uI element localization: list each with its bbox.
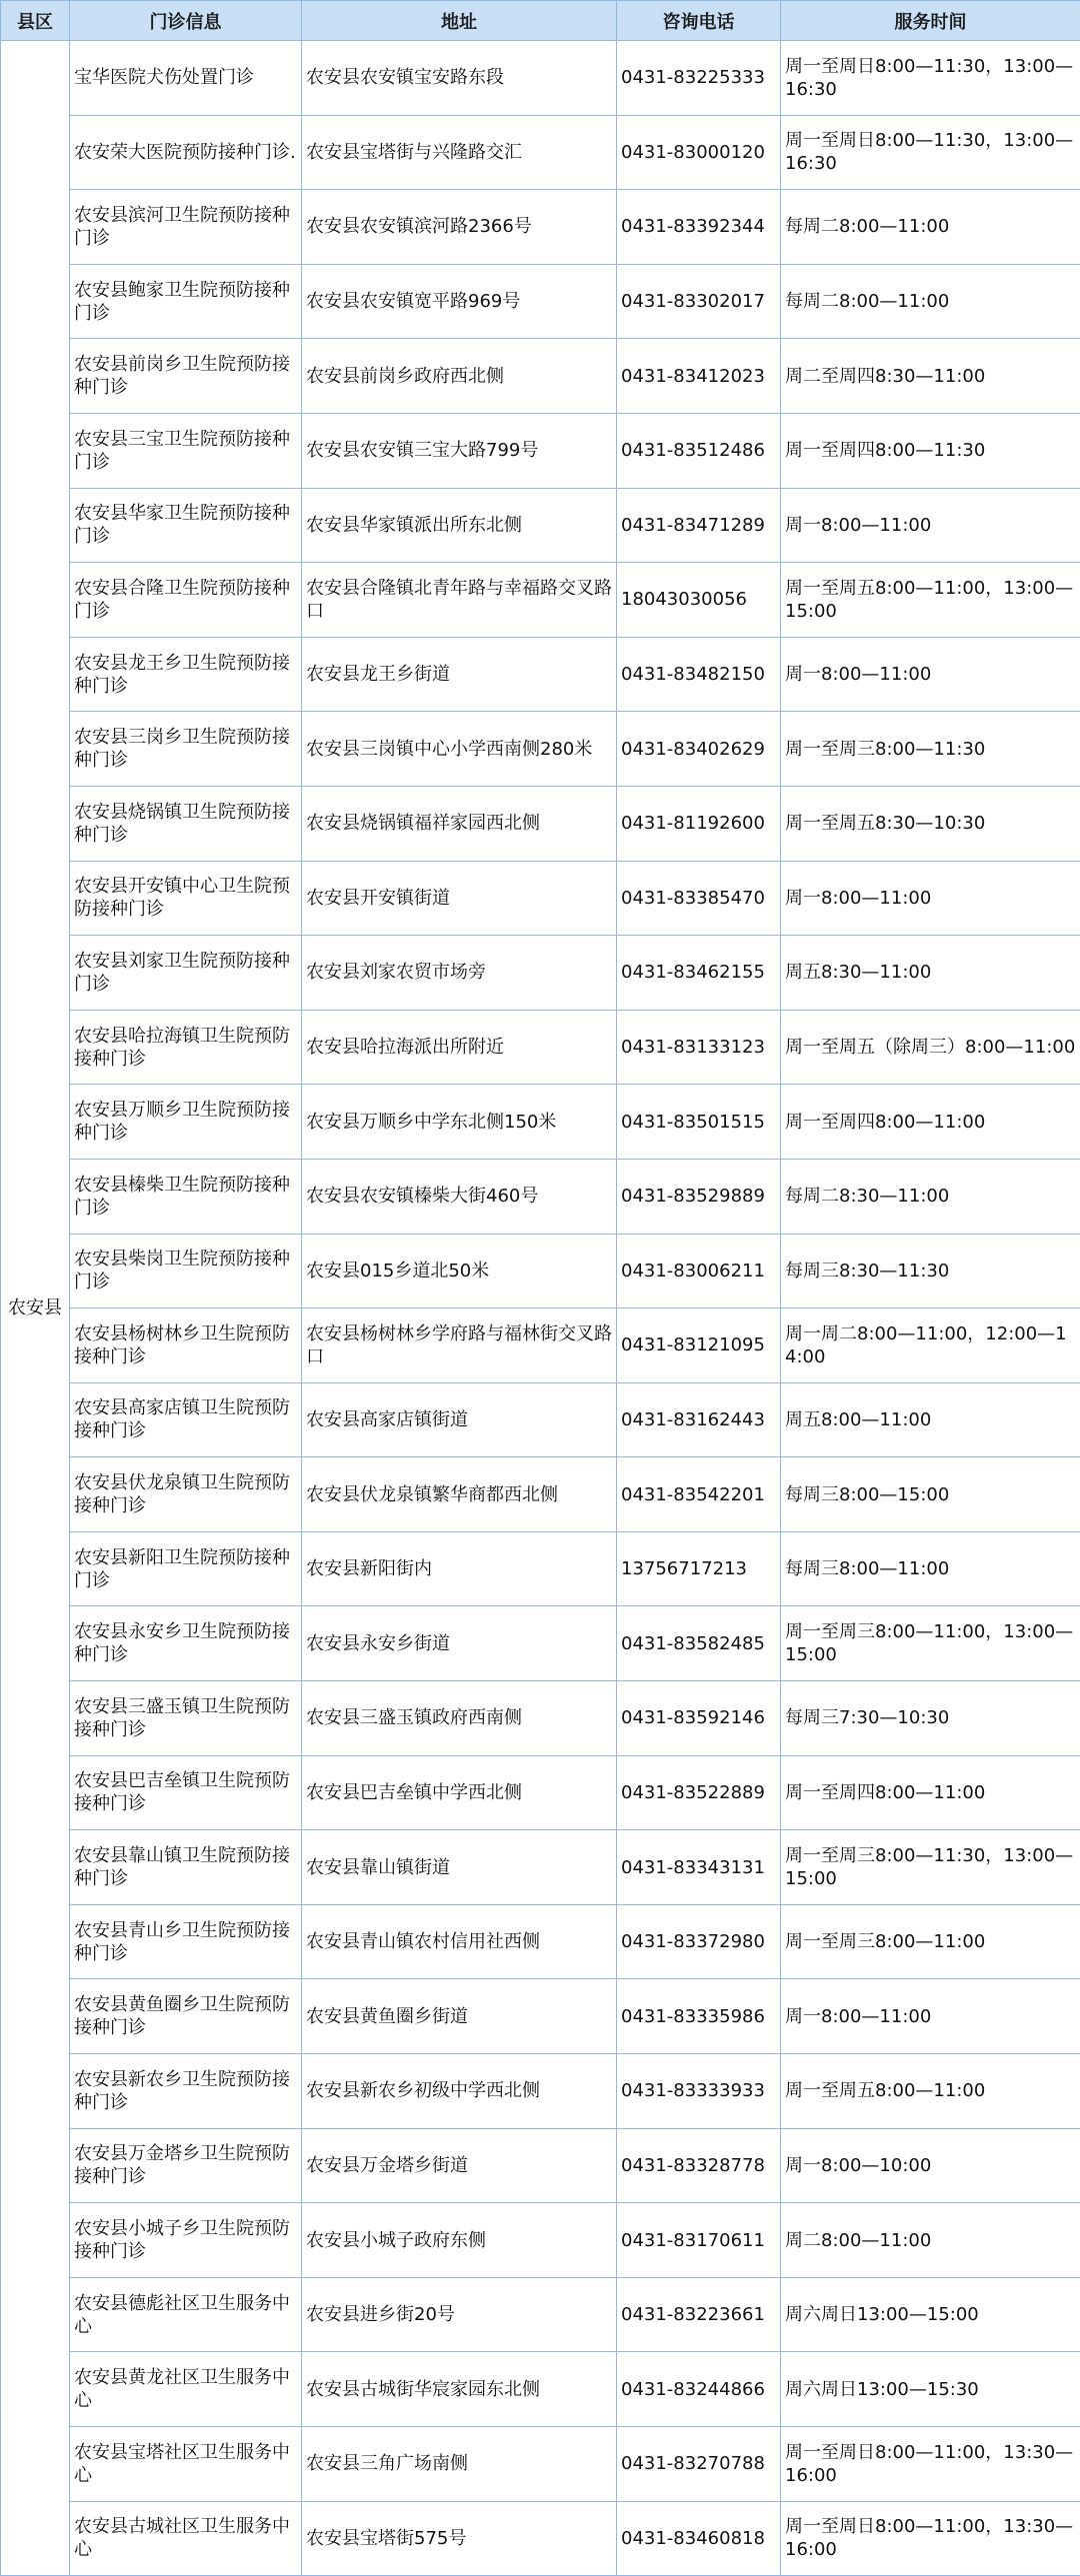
- address-cell: 农安县小城子政府东侧: [302, 2203, 617, 2278]
- address-cell: 农安县开安镇街道: [302, 861, 617, 936]
- hours-cell: 周一至周五8:00—11:00，13:00—15:00: [781, 563, 1080, 638]
- clinic-name-cell: 农安县巴吉垒镇卫生院预防接种门诊: [70, 1755, 302, 1830]
- clinic-name-cell: 农安县万顺乡卫生院预防接种门诊: [70, 1085, 302, 1160]
- table-row: [1, 1085, 1080, 1160]
- county-cell: 农安县: [1, 41, 70, 2576]
- header-row: [1, 1, 1080, 41]
- phone-cell: 0431-83372980: [617, 1904, 781, 1979]
- address-cell: 农安县宝塔街575号: [302, 2501, 617, 2576]
- table-row: [1, 1159, 1080, 1234]
- phone-cell: 0431-83225333: [617, 41, 781, 116]
- table-row: [1, 2128, 1080, 2203]
- hours-cell: 周一8:00—10:00: [781, 2128, 1080, 2203]
- phone-cell: 0431-83170611: [617, 2203, 781, 2278]
- table-row: [1, 712, 1080, 787]
- hours-cell: 周六周日13:00—15:00: [781, 2277, 1080, 2352]
- address-cell: 农安县宝塔街与兴隆路交汇: [302, 115, 617, 190]
- phone-cell: 0431-83582485: [617, 1606, 781, 1681]
- phone-cell: 13756717213: [617, 1531, 781, 1606]
- phone-cell: 0431-83302017: [617, 264, 781, 339]
- hours-cell: 周一至周五8:00—11:00: [781, 2054, 1080, 2129]
- clinic-name-cell: 宝华医院犬伤处置门诊: [70, 41, 302, 116]
- hours-cell: 周一至周四8:00—11:00: [781, 1755, 1080, 1830]
- clinic-name-cell: 农安县德彪社区卫生服务中心: [70, 2277, 302, 2352]
- clinic-name-cell: 农安县黄鱼圈乡卫生院预防接种门诊: [70, 1979, 302, 2054]
- clinic-name-cell: 农安县古城社区卫生服务中心: [70, 2501, 302, 2576]
- phone-cell: 0431-83392344: [617, 190, 781, 265]
- phone-cell: 0431-83522889: [617, 1755, 781, 1830]
- phone-cell: 0431-83121095: [617, 1308, 781, 1383]
- hours-cell: 每周二8:00—11:00: [781, 190, 1080, 265]
- hours-cell: 每周三8:00—15:00: [781, 1457, 1080, 1532]
- clinic-name-cell: 农安县伏龙泉镇卫生院预防接种门诊: [70, 1457, 302, 1532]
- hours-cell: 周一至周三8:00—11:30: [781, 712, 1080, 787]
- clinic-name-cell: 农安县刘家卫生院预防接种门诊: [70, 936, 302, 1011]
- address-cell: 农安县靠山镇街道: [302, 1830, 617, 1905]
- clinic-name-cell: 农安荣大医院预防接种门诊.: [70, 115, 302, 190]
- table-row: [1, 1904, 1080, 1979]
- hours-cell: 周五8:00—11:00: [781, 1382, 1080, 1457]
- table-row: [1, 1606, 1080, 1681]
- clinic-name-cell: 农安县三岗乡卫生院预防接种门诊: [70, 712, 302, 787]
- address-cell: 农安县巴吉垒镇中学西北侧: [302, 1755, 617, 1830]
- clinic-name-cell: 农安县杨树林乡卫生院预防接种门诊: [70, 1308, 302, 1383]
- hours-cell: 周一至周五（除周三）8:00—11:00: [781, 1010, 1080, 1085]
- clinic-name-cell: 农安县龙王乡卫生院预防接种门诊: [70, 637, 302, 712]
- clinic-name-cell: 农安县榛柴卫生院预防接种门诊: [70, 1159, 302, 1234]
- phone-cell: 0431-83462155: [617, 936, 781, 1011]
- hours-cell: 周一至周日8:00—11:30，13:00—16:30: [781, 41, 1080, 116]
- address-cell: 农安县哈拉海派出所附近: [302, 1010, 617, 1085]
- table-row: [1, 786, 1080, 861]
- address-cell: 农安县农安镇宝安路东段: [302, 41, 617, 116]
- hours-cell: 周一至周三8:00—11:00，13:00—15:00: [781, 1606, 1080, 1681]
- address-cell: 农安县前岗乡政府西北侧: [302, 339, 617, 414]
- address-cell: 农安县农安镇三宝大路799号: [302, 413, 617, 488]
- hours-cell: 周一8:00—11:00: [781, 861, 1080, 936]
- phone-cell: 0431-83412023: [617, 339, 781, 414]
- hours-cell: 周一至周三8:00—11:00: [781, 1904, 1080, 1979]
- hours-cell: 周六周日13:00—15:30: [781, 2352, 1080, 2427]
- table-header: [1, 1, 1080, 41]
- clinic-name-cell: 农安县小城子乡卫生院预防接种门诊: [70, 2203, 302, 2278]
- address-cell: 农安县三岗镇中心小学西南侧280米: [302, 712, 617, 787]
- address-cell: 农安县万金塔乡街道: [302, 2128, 617, 2203]
- clinic-name-cell: 农安县三宝卫生院预防接种门诊: [70, 413, 302, 488]
- table-row: [1, 264, 1080, 339]
- hours-cell: 周一8:00—11:00: [781, 1979, 1080, 2054]
- table-row: [1, 1457, 1080, 1532]
- clinic-name-cell: 农安县青山乡卫生院预防接种门诊: [70, 1904, 302, 1979]
- address-cell: 农安县合隆镇北青年路与幸福路交叉路口: [302, 563, 617, 638]
- address-cell: 农安县015乡道北50米: [302, 1234, 617, 1308]
- table-row: [1, 1010, 1080, 1085]
- address-cell: 农安县万顺乡中学东北侧150米: [302, 1085, 617, 1160]
- phone-cell: 0431-83223661: [617, 2277, 781, 2352]
- phone-cell: 0431-83244866: [617, 2352, 781, 2427]
- clinic-name-cell: 农安县靠山镇卫生院预防接种门诊: [70, 1830, 302, 1905]
- address-cell: 农安县永安乡街道: [302, 1606, 617, 1681]
- hours-cell: 每周三8:00—11:00: [781, 1531, 1080, 1606]
- table-row: [1, 339, 1080, 414]
- clinic-name-cell: 农安县哈拉海镇卫生院预防接种门诊: [70, 1010, 302, 1085]
- table-row: [1, 637, 1080, 712]
- header-address: 地址: [302, 1, 617, 41]
- clinic-name-cell: 农安县新农乡卫生院预防接种门诊: [70, 2054, 302, 2129]
- hours-cell: 周一至周日8:00—11:00，13:30—16:00: [781, 2501, 1080, 2576]
- table-row: [1, 2054, 1080, 2129]
- hours-cell: 每周三7:30—10:30: [781, 1681, 1080, 1756]
- table-row: [1, 41, 1080, 116]
- phone-cell: 0431-83006211: [617, 1234, 781, 1308]
- table-body: [1, 41, 1080, 2576]
- clinic-name-cell: 农安县永安乡卫生院预防接种门诊: [70, 1606, 302, 1681]
- clinic-name-cell: 农安县柴岗卫生院预防接种门诊: [70, 1234, 302, 1308]
- hours-cell: 周二至周四8:30—11:00: [781, 339, 1080, 414]
- phone-cell: 0431-83402629: [617, 712, 781, 787]
- address-cell: 农安县高家店镇街道: [302, 1382, 617, 1457]
- table-row: [1, 1308, 1080, 1383]
- address-cell: 农安县三盛玉镇政府西南侧: [302, 1681, 617, 1756]
- phone-cell: 0431-83482150: [617, 637, 781, 712]
- clinic-name-cell: 农安县华家卫生院预防接种门诊: [70, 488, 302, 563]
- address-cell: 农安县青山镇农村信用社西侧: [302, 1904, 617, 1979]
- clinic-name-cell: 农安县合隆卫生院预防接种门诊: [70, 563, 302, 638]
- table-row: [1, 2203, 1080, 2278]
- clinic-name-cell: 农安县开安镇中心卫生院预防接种门诊: [70, 861, 302, 936]
- address-cell: 农安县龙王乡街道: [302, 637, 617, 712]
- phone-cell: 0431-83133123: [617, 1010, 781, 1085]
- address-cell: 农安县华家镇派出所东北侧: [302, 488, 617, 563]
- address-cell: 农安县农安镇滨河路2366号: [302, 190, 617, 265]
- phone-cell: 0431-83512486: [617, 413, 781, 488]
- address-cell: 农安县杨树林乡学府路与福林街交叉路口: [302, 1308, 617, 1383]
- table-row: [1, 1681, 1080, 1756]
- table-row: [1, 1755, 1080, 1830]
- hours-cell: 周二8:00—11:00: [781, 2203, 1080, 2278]
- table-row: [1, 488, 1080, 563]
- phone-cell: 0431-83385470: [617, 861, 781, 936]
- table-row: [1, 2277, 1080, 2352]
- phone-cell: 0431-83501515: [617, 1085, 781, 1160]
- hours-cell: 周一至周四8:00—11:30: [781, 413, 1080, 488]
- clinic-name-cell: 农安县万金塔乡卫生院预防接种门诊: [70, 2128, 302, 2203]
- phone-cell: 0431-83592146: [617, 1681, 781, 1756]
- phone-cell: 0431-83162443: [617, 1382, 781, 1457]
- phone-cell: 0431-83328778: [617, 2128, 781, 2203]
- clinic-name-cell: 农安县新阳卫生院预防接种门诊: [70, 1531, 302, 1606]
- table-row: [1, 2352, 1080, 2427]
- phone-cell: 0431-83000120: [617, 115, 781, 190]
- phone-cell: 0431-83460818: [617, 2501, 781, 2576]
- clinic-name-cell: 农安县烧锅镇卫生院预防接种门诊: [70, 786, 302, 861]
- table-row: [1, 563, 1080, 638]
- address-cell: 农安县烧锅镇福祥家园西北侧: [302, 786, 617, 861]
- hours-cell: 周一至周三8:00—11:30，13:00—15:00: [781, 1830, 1080, 1905]
- phone-cell: 0431-83471289: [617, 488, 781, 563]
- table-row: [1, 1234, 1080, 1308]
- table-row: [1, 2427, 1080, 2502]
- phone-cell: 0431-83542201: [617, 1457, 781, 1532]
- hours-cell: 周一8:00—11:00: [781, 488, 1080, 563]
- header-phone: 咨询电话: [617, 1, 781, 41]
- header-hours: 服务时间: [781, 1, 1080, 41]
- phone-cell: 0431-83529889: [617, 1159, 781, 1234]
- address-cell: 农安县黄鱼圈乡街道: [302, 1979, 617, 2054]
- table-row: [1, 115, 1080, 190]
- phone-cell: 0431-83343131: [617, 1830, 781, 1905]
- hours-cell: 周一至周五8:30—10:30: [781, 786, 1080, 861]
- clinic-name-cell: 农安县高家店镇卫生院预防接种门诊: [70, 1382, 302, 1457]
- address-cell: 农安县进乡街20号: [302, 2277, 617, 2352]
- hours-cell: 周一8:00—11:00: [781, 637, 1080, 712]
- table-row: [1, 413, 1080, 488]
- hours-cell: 周五8:30—11:00: [781, 936, 1080, 1011]
- table-row: [1, 1830, 1080, 1905]
- clinic-name-cell: 农安县滨河卫生院预防接种门诊: [70, 190, 302, 265]
- address-cell: 农安县三角广场南侧: [302, 2427, 617, 2502]
- table-row: [1, 861, 1080, 936]
- address-cell: 农安县新阳街内: [302, 1531, 617, 1606]
- hours-cell: 周一周二8:00—11:00，12:00—14:00: [781, 1308, 1080, 1383]
- table-row: [1, 2501, 1080, 2576]
- phone-cell: 0431-81192600: [617, 786, 781, 861]
- address-cell: 农安县刘家农贸市场旁: [302, 936, 617, 1011]
- address-cell: 农安县伏龙泉镇繁华商都西北侧: [302, 1457, 617, 1532]
- table-row: [1, 1382, 1080, 1457]
- clinic-name-cell: 农安县黄龙社区卫生服务中心: [70, 2352, 302, 2427]
- address-cell: 农安县农安镇宽平路969号: [302, 264, 617, 339]
- hours-cell: 周一至周日8:00—11:30，13:00—16:30: [781, 115, 1080, 190]
- address-cell: 农安县古城街华宸家园东北侧: [302, 2352, 617, 2427]
- address-cell: 农安县新农乡初级中学西北侧: [302, 2054, 617, 2129]
- clinic-name-cell: 农安县三盛玉镇卫生院预防接种门诊: [70, 1681, 302, 1756]
- phone-cell: 18043030056: [617, 563, 781, 638]
- table-row: [1, 936, 1080, 1011]
- clinic-name-cell: 农安县前岗乡卫生院预防接种门诊: [70, 339, 302, 414]
- hours-cell: 周一至周四8:00—11:00: [781, 1085, 1080, 1160]
- clinic-name-cell: 农安县宝塔社区卫生服务中心: [70, 2427, 302, 2502]
- clinic-name-cell: 农安县鲍家卫生院预防接种门诊: [70, 264, 302, 339]
- hours-cell: 周一至周日8:00—11:00，13:30—16:00: [781, 2427, 1080, 2502]
- table-row: [1, 1979, 1080, 2054]
- hours-cell: 每周二8:30—11:00: [781, 1159, 1080, 1234]
- header-clinic: 门诊信息: [70, 1, 302, 41]
- phone-cell: 0431-83270788: [617, 2427, 781, 2502]
- hours-cell: 每周三8:30—11:30: [781, 1234, 1080, 1308]
- table-row: [1, 190, 1080, 265]
- hours-cell: 每周二8:00—11:00: [781, 264, 1080, 339]
- table-row: [1, 1531, 1080, 1606]
- address-cell: 农安县农安镇榛柴大街460号: [302, 1159, 617, 1234]
- phone-cell: 0431-83335986: [617, 1979, 781, 2054]
- header-county: 县区: [1, 1, 70, 41]
- phone-cell: 0431-83333933: [617, 2054, 781, 2129]
